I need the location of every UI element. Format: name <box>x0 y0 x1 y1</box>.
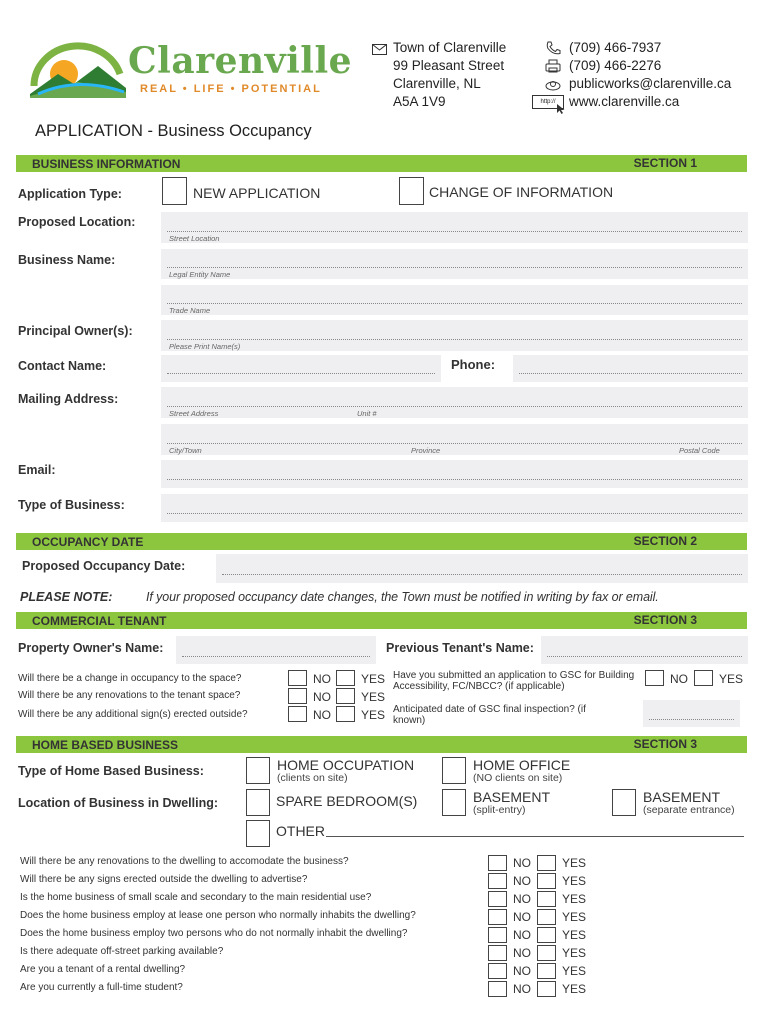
home-q3-no-label: NO <box>513 892 531 906</box>
commercial-q2-no-label: NO <box>313 690 331 704</box>
home-office-label: HOME OFFICE <box>473 757 571 773</box>
home-q3-no-checkbox[interactable] <box>488 891 507 907</box>
street-address-caption: Street Address <box>169 409 219 418</box>
section-3-header <box>16 612 747 629</box>
city-town-caption: City/Town <box>169 446 202 455</box>
home-q1-no-checkbox[interactable] <box>488 855 507 871</box>
basement-split-entry-checkbox[interactable] <box>442 789 466 816</box>
logo-tagline: REAL • LIFE • POTENTIAL <box>140 83 322 95</box>
section-4-title: HOME BASED BUSINESS <box>32 738 179 752</box>
section-2-number: SECTION 2 <box>633 534 697 548</box>
home-q7-yes-label: YES <box>562 964 587 978</box>
home-q7-no-label: NO <box>513 964 531 978</box>
change-of-information-label: CHANGE OF INFORMATION <box>429 184 614 200</box>
gsc-inspection-date-field[interactable] <box>643 700 740 727</box>
legal-entity-name-field[interactable] <box>161 249 748 279</box>
previous-tenant-name-label: Previous Tenant's Name: <box>386 641 534 655</box>
home-q1-yes-label: YES <box>562 856 587 870</box>
home-q4-no-label: NO <box>513 910 531 924</box>
commercial-q3-yes-checkbox[interactable] <box>336 706 355 722</box>
home-question-6: Is there adequate off-street parking available? <box>20 946 224 957</box>
home-business-type-label: Type of Home Based Business: <box>18 764 204 778</box>
please-note-text: If your proposed occupancy date changes, the Town must be notified in writing by fax or email. <box>146 590 659 604</box>
cursor-icon <box>557 104 565 114</box>
envelope-icon <box>372 42 387 60</box>
print-names-caption: Please Print Name(s) <box>169 342 241 351</box>
logo-mark-icon <box>28 36 128 98</box>
home-occupation-checkbox[interactable] <box>246 757 270 784</box>
home-question-3: Is the home business of small scale and secondary to the main residential use? <box>20 892 372 903</box>
home-occupation-label: HOME OCCUPATION <box>277 757 415 773</box>
website-link[interactable]: www.clarenville.ca <box>569 94 680 109</box>
home-q7-yes-checkbox[interactable] <box>537 963 556 979</box>
home-q8-no-label: NO <box>513 982 531 996</box>
basement-separate-entrance-sub: (separate entrance) <box>643 804 735 816</box>
section-1-number: SECTION 1 <box>633 156 697 170</box>
please-note-label: PLEASE NOTE: <box>20 590 113 604</box>
address-org: Town of Clarenville <box>393 40 507 55</box>
legal-entity-caption: Legal Entity Name <box>169 270 231 279</box>
gsc-no-label: NO <box>670 672 688 686</box>
home-question-7: Are you a tenant of a rental dwelling? <box>20 964 186 975</box>
section-2-title: OCCUPANCY DATE <box>32 535 144 549</box>
change-of-information-checkbox[interactable] <box>399 177 424 205</box>
home-question-2: Will there be any signs erected outside the dwelling to advertise? <box>20 874 308 885</box>
new-application-checkbox[interactable] <box>162 177 187 205</box>
unit-caption: Unit # <box>357 409 377 418</box>
section-2-header <box>16 533 747 550</box>
home-q7-no-checkbox[interactable] <box>488 963 507 979</box>
home-occupation-sub: (clients on site) <box>277 772 348 784</box>
application-type-label: Application Type: <box>18 187 122 201</box>
basement-separate-entrance-checkbox[interactable] <box>612 789 636 816</box>
new-application-label: NEW APPLICATION <box>193 185 321 201</box>
commercial-q1-yes-label: YES <box>361 672 386 686</box>
business-name-label: Business Name: <box>18 253 116 267</box>
home-q5-no-label: NO <box>513 928 531 942</box>
commercial-q1-yes-checkbox[interactable] <box>336 670 355 686</box>
address-city: Clarenville, NL <box>393 76 481 91</box>
basement-separate-entrance-label: BASEMENT <box>643 789 721 805</box>
spare-bedroom-checkbox[interactable] <box>246 789 270 816</box>
gsc-yes-checkbox[interactable] <box>694 670 713 686</box>
address-postal: A5A 1V9 <box>393 94 446 109</box>
home-q3-yes-label: YES <box>562 892 587 906</box>
commercial-q3-no-label: NO <box>313 708 331 722</box>
home-q1-no-label: NO <box>513 856 531 870</box>
address-street: 99 Pleasant Street <box>393 58 505 73</box>
home-q1-yes-checkbox[interactable] <box>537 855 556 871</box>
home-q8-yes-label: YES <box>562 982 587 996</box>
commercial-q3-no-checkbox[interactable] <box>288 706 307 722</box>
home-q4-no-checkbox[interactable] <box>488 909 507 925</box>
home-q5-no-checkbox[interactable] <box>488 927 507 943</box>
property-owner-name-field[interactable] <box>176 636 376 664</box>
section-1-header <box>16 155 747 172</box>
section-3-title: COMMERCIAL TENANT <box>32 614 167 628</box>
other-specify-line[interactable] <box>326 836 744 837</box>
web-icon: http:// <box>532 95 564 109</box>
home-question-1: Will there be any renovations to the dwelling to accomodate the business? <box>20 856 349 867</box>
email-address[interactable]: publicworks@clarenville.ca <box>569 76 732 91</box>
property-owner-name-label: Property Owner's Name: <box>18 641 164 655</box>
home-q5-yes-checkbox[interactable] <box>537 927 556 943</box>
spare-bedroom-label: SPARE BEDROOM(S) <box>276 793 418 809</box>
type-of-business-label: Type of Business: <box>18 498 125 512</box>
basement-split-entry-sub: (split-entry) <box>473 804 526 816</box>
home-question-8: Are you currently a full-time student? <box>20 982 183 993</box>
home-q4-yes-checkbox[interactable] <box>537 909 556 925</box>
principal-owner-label: Principal Owner(s): <box>18 324 133 338</box>
gsc-inspection-date-question: Anticipated date of GSC final inspection? (if known) <box>393 704 586 726</box>
commercial-q3-yes-label: YES <box>361 708 386 722</box>
home-q6-yes-label: YES <box>562 946 587 960</box>
commercial-question-2: Will there be any renovations to the tenant space? <box>18 690 241 701</box>
phone-icon <box>545 41 561 60</box>
home-q2-yes-checkbox[interactable] <box>537 873 556 889</box>
phone-label: Phone: <box>451 357 496 372</box>
email-label: Email: <box>18 463 56 477</box>
gsc-no-checkbox[interactable] <box>645 670 664 686</box>
trade-name-caption: Trade Name <box>169 306 211 315</box>
logo-wordmark: Clarenville <box>128 40 353 82</box>
proposed-location-label: Proposed Location: <box>18 215 136 229</box>
commercial-q1-no-label: NO <box>313 672 331 686</box>
commercial-question-1: Will there be a change in occupancy to the space? <box>18 673 242 684</box>
home-q5-yes-label: YES <box>562 928 587 942</box>
home-q6-yes-checkbox[interactable] <box>537 945 556 961</box>
phone-field[interactable] <box>513 355 748 382</box>
basement-split-entry-label: BASEMENT <box>473 789 551 805</box>
home-q2-no-label: NO <box>513 874 531 888</box>
mailing-address-label: Mailing Address: <box>18 392 119 406</box>
gsc-yes-label: YES <box>719 672 744 686</box>
commercial-q2-yes-checkbox[interactable] <box>336 688 355 704</box>
province-caption: Province <box>411 446 441 455</box>
page-title: APPLICATION - Business Occupancy <box>35 122 312 140</box>
city-province-postal-field[interactable] <box>161 424 748 455</box>
home-q3-yes-checkbox[interactable] <box>537 891 556 907</box>
previous-tenant-name-field[interactable] <box>541 636 748 664</box>
home-q8-yes-checkbox[interactable] <box>537 981 556 997</box>
commercial-question-3: Will there be any additional sign(s) erected outside? <box>18 709 248 720</box>
home-q4-yes-label: YES <box>562 910 587 924</box>
phone-number: (709) 466-7937 <box>569 40 662 55</box>
home-q2-yes-label: YES <box>562 874 587 888</box>
section-4-number: SECTION 3 <box>633 737 697 751</box>
contact-name-label: Contact Name: <box>18 359 107 373</box>
home-office-sub: (NO clients on site) <box>473 772 563 784</box>
proposed-occupancy-date-label: Proposed Occupancy Date: <box>22 559 186 573</box>
email-icon <box>545 77 561 96</box>
street-location-caption: Street Location <box>169 234 220 243</box>
street-location-field[interactable] <box>161 212 748 243</box>
principal-owner-field[interactable] <box>161 320 748 351</box>
gsc-application-question: Have you submitted an application to GSC for Building Accessibility, FC/NBCC? (if applicable) <box>393 670 635 692</box>
town-logo <box>28 36 353 108</box>
home-question-5: Does the home business employ two persons who do not normally inhabit the dwelling? <box>20 928 408 939</box>
proposed-occupancy-date-field[interactable] <box>216 554 748 583</box>
street-address-field[interactable] <box>161 387 748 418</box>
home-q2-no-checkbox[interactable] <box>488 873 507 889</box>
section-3-number: SECTION 3 <box>633 613 697 627</box>
other-label: OTHER <box>276 823 325 839</box>
commercial-q2-yes-label: YES <box>361 690 386 704</box>
section-4-header <box>16 736 747 753</box>
home-question-4: Does the home business employ at lease one person who normally inhabits the dwelling? <box>20 910 416 921</box>
fax-icon <box>545 59 561 78</box>
home-q6-no-checkbox[interactable] <box>488 945 507 961</box>
section-1-title: BUSINESS INFORMATION <box>32 157 181 171</box>
contact-name-field[interactable] <box>161 355 441 382</box>
email-field[interactable] <box>161 460 748 488</box>
home-office-checkbox[interactable] <box>442 757 466 784</box>
fax-number: (709) 466-2276 <box>569 58 662 73</box>
business-location-label: Location of Business in Dwelling: <box>18 796 219 810</box>
commercial-q1-no-checkbox[interactable] <box>288 670 307 686</box>
home-q8-no-checkbox[interactable] <box>488 981 507 997</box>
type-of-business-field[interactable] <box>161 494 748 522</box>
postal-code-caption: Postal Code <box>679 446 720 455</box>
commercial-q2-no-checkbox[interactable] <box>288 688 307 704</box>
home-q6-no-label: NO <box>513 946 531 960</box>
trade-name-field[interactable] <box>161 285 748 315</box>
other-checkbox[interactable] <box>246 820 270 847</box>
